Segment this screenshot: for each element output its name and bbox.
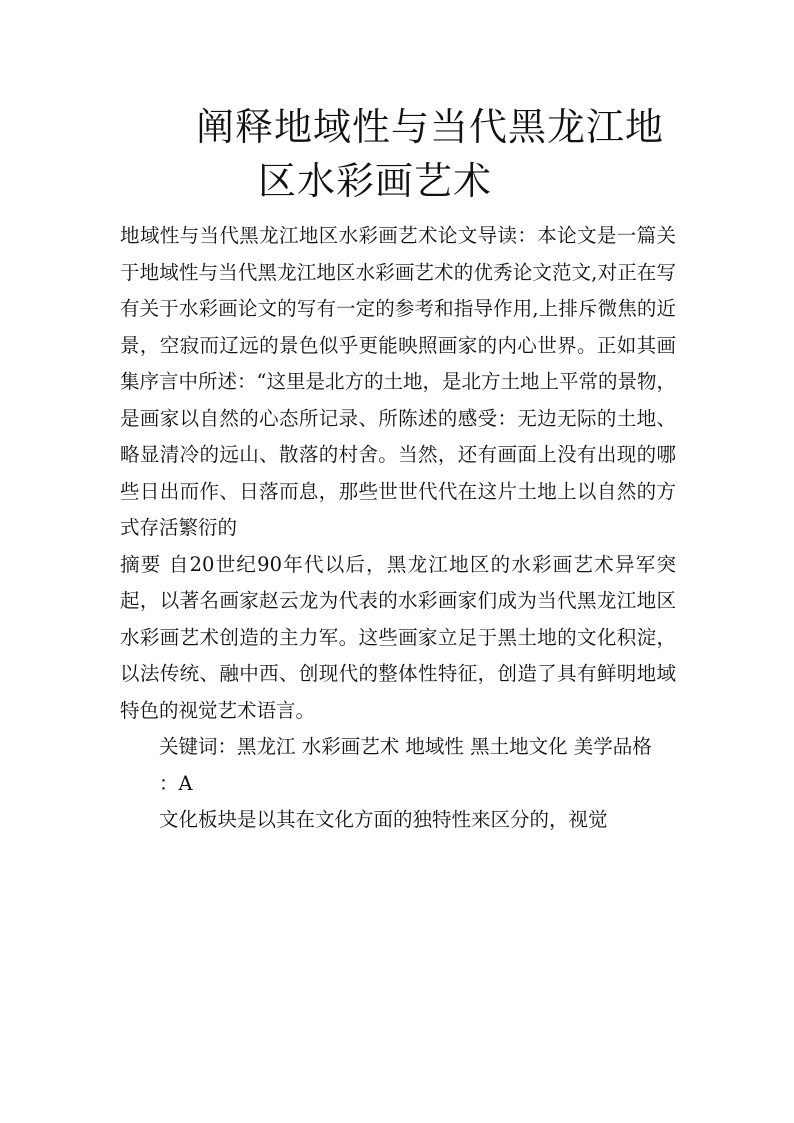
title-line-2: 区水彩画艺术 bbox=[257, 159, 492, 203]
abstract-paragraph: 摘要 自20世纪90年代以后，黑龙江地区的水彩画艺术异军突起，以著名画家赵云龙为代表的水彩画家们成为当代黑龙江地区水彩画艺术创造的主力军。这些画家立足于黑土地的文化积淀，以法传统、融中西、创现代的整体性特征，创造了具有鲜明地域特色的视觉艺术语言。 bbox=[120, 552, 676, 722]
classification-line: ：A bbox=[159, 771, 193, 795]
intro-paragraph: 地域性与当代黑龙江地区水彩画艺术论文导读：本论文是一篇关于地域性与当代黑龙江地区水彩画艺术的优秀论文范文,对正在写有关于水彩画论文的写有一定的参考和指导作用,上排斥微焦的近景，空寂而辽远的景色似乎更能映照画家的内心世界。正如其画集序言中所述：“这里是北方的土地，是北方土地上平常的景物，是画家以自然的心态所记录、所陈述的感受：无边无际的土地、略显清冷的远山、散落的村舍。当然，还有画面上没有出现的哪些日出而作、日落而息，那些世世代代在这片土地上以自然的方式存活繁衍的 bbox=[120, 224, 676, 539]
body-start-paragraph: 文化板块是以其在文化方面的独特性来区分的，视觉 bbox=[159, 808, 608, 831]
keywords-paragraph: 关键词：黑龙江 水彩画艺术 地域性 黑土地文化 美学品格 bbox=[159, 735, 652, 758]
title-line-1: 阐释地域性与当代黑龙江地 bbox=[195, 105, 664, 149]
document-body bbox=[120, 218, 676, 839]
document-title bbox=[160, 100, 680, 208]
